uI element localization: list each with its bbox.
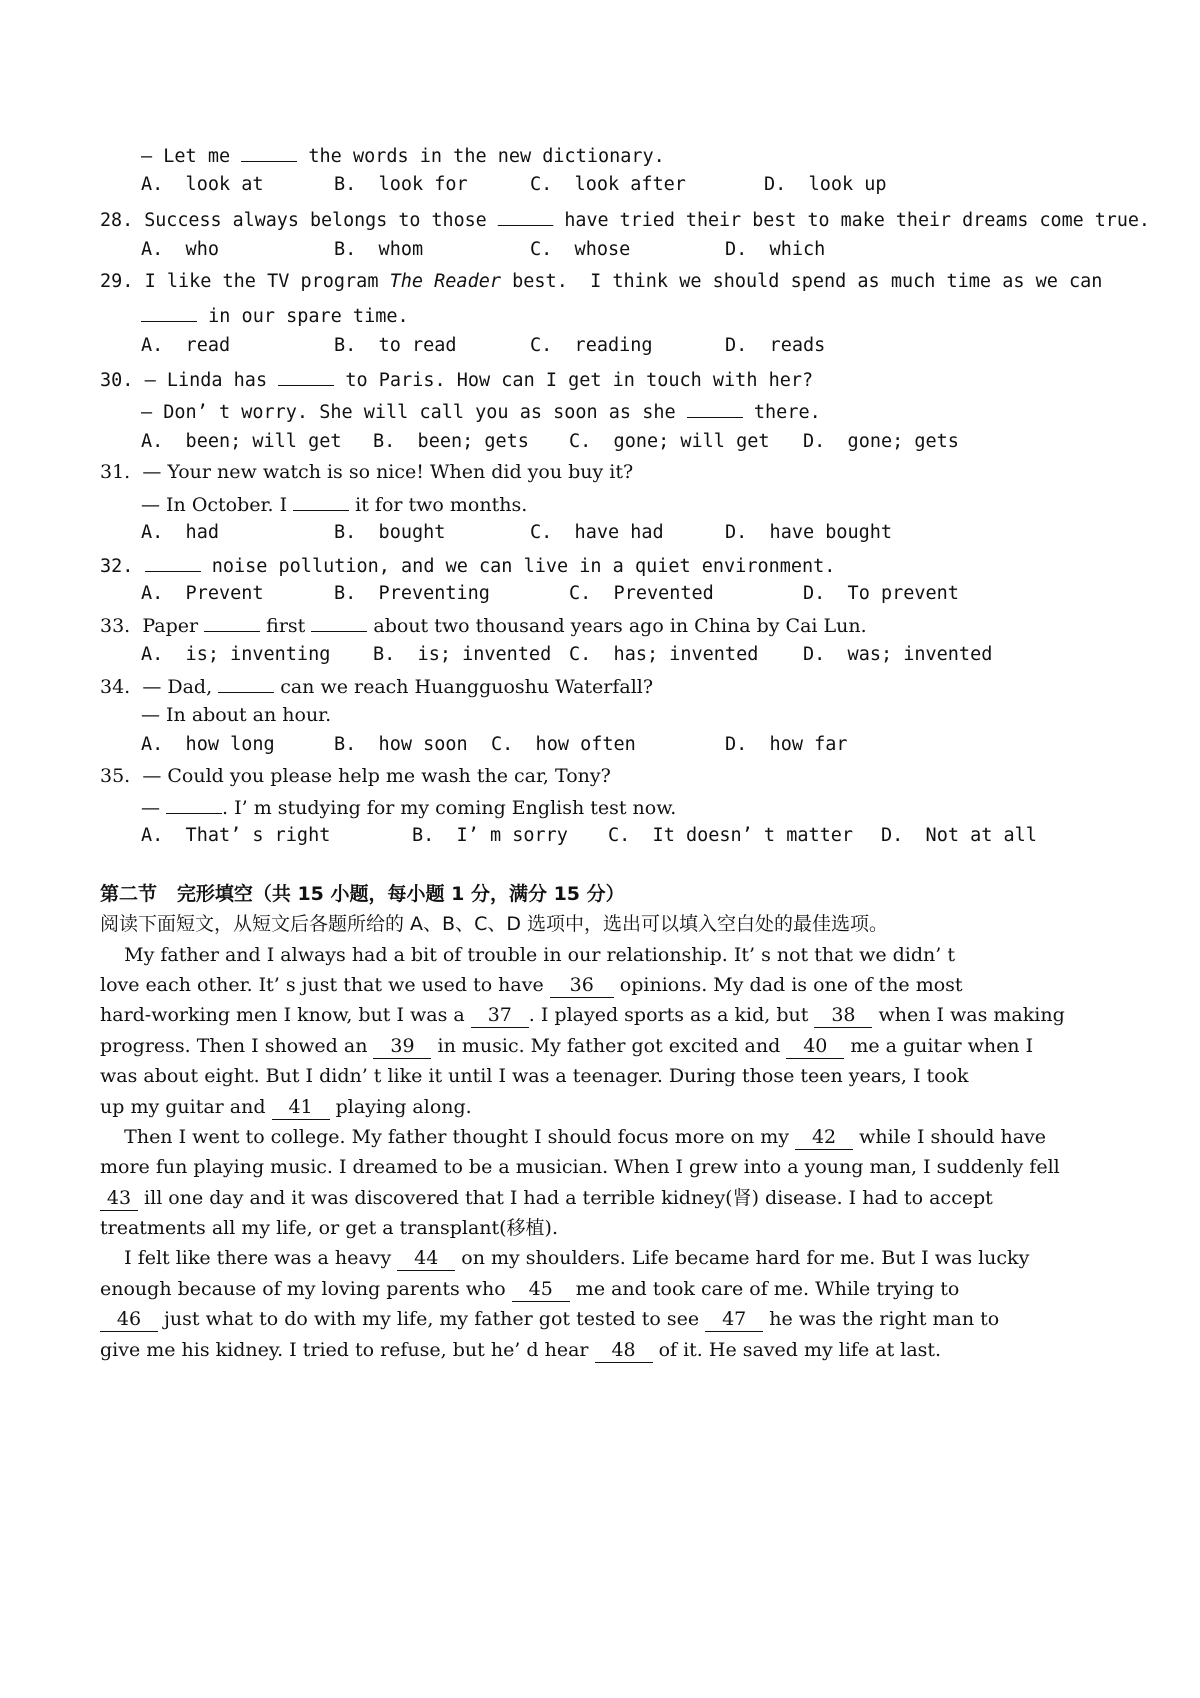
question-35	[100, 763, 611, 789]
option-d: D. which	[725, 239, 826, 260]
question-text: about two thousand years ago in China by Cai Lun.	[367, 615, 867, 637]
question-number: 32.	[100, 556, 134, 577]
option-a: A. been; will get	[141, 431, 342, 452]
question-30-reply	[141, 397, 821, 426]
answer-blank	[204, 611, 260, 632]
question-text: have tried their best to make their dreams come true.	[553, 210, 1150, 231]
option-b: B. been; gets	[373, 431, 529, 452]
answer-blank	[241, 141, 297, 162]
option-b: B. is; invented	[373, 644, 552, 665]
question-31-reply	[141, 490, 527, 518]
question-number: 34.	[100, 676, 131, 698]
question-number: 29.	[100, 271, 134, 292]
passage-text: up my guitar and	[100, 1096, 272, 1118]
dialog-text: — In October. I	[141, 494, 294, 516]
cloze-blank: 48	[595, 1338, 653, 1363]
answer-blank	[687, 397, 743, 418]
passage-line	[100, 1185, 993, 1211]
passage-text: enough because of my loving parents who	[100, 1278, 512, 1300]
passage-line: more fun playing music. I dreamed to be a musician. When I grew into a young man, I suddenly fell	[100, 1156, 1060, 1178]
option-a: A. read	[141, 335, 231, 356]
passage-line: was about eight. But I didn’ t like it until I was a teenager. During those teen years, I took	[100, 1065, 969, 1087]
option-b: B. Preventing	[334, 583, 490, 604]
question-29-cont	[141, 301, 409, 330]
passage-line	[100, 1033, 1033, 1059]
question-text: best. I think we should spend as much time as we can	[501, 271, 1103, 292]
option-c: C. It doesn’ t matter	[608, 825, 854, 846]
cloze-blank: 47	[705, 1307, 763, 1332]
option-a: A. had	[141, 522, 219, 543]
passage-text: playing along.	[329, 1096, 472, 1118]
passage-text: me and took care of me. While trying to	[569, 1278, 960, 1300]
question-text: in our spare time.	[197, 306, 409, 327]
answer-blank	[166, 793, 222, 814]
option-c: C. has; invented	[569, 644, 759, 665]
cloze-blank: 42	[795, 1125, 853, 1150]
question-text: noise pollution, and we can live in a quiet environment.	[200, 556, 836, 577]
passage-text: hard-working men I know, but I was a	[100, 1004, 471, 1026]
option-c: C. gone; will get	[569, 431, 770, 452]
passage-text: . I played sports as a kid, but	[528, 1004, 815, 1026]
question-28	[100, 205, 1150, 234]
option-d: D. look up	[764, 174, 887, 195]
answer-blank	[141, 301, 197, 322]
question-number: 28.	[100, 210, 134, 231]
passage-line	[100, 1124, 1046, 1150]
cloze-blank: 41	[272, 1095, 330, 1120]
option-b: B. look for	[334, 174, 468, 195]
option-c: C. reading	[530, 335, 653, 356]
option-a: A. Prevent	[141, 583, 264, 604]
passage-text: me a guitar when I	[844, 1035, 1034, 1057]
question-27-dialog	[141, 141, 665, 170]
option-a: A. look at	[141, 174, 264, 195]
answer-blank	[218, 672, 274, 693]
cloze-blank: 44	[397, 1246, 455, 1271]
passage-text: ill one day and it was discovered that I had a terrible kidney(肾) disease. I had to accept	[138, 1187, 993, 1209]
passage-line	[100, 1306, 999, 1332]
option-a: A. That’ s right	[141, 825, 331, 846]
option-c: C. have had	[530, 522, 664, 543]
cloze-blank: 46	[100, 1307, 158, 1332]
program-title: The Reader	[389, 271, 501, 292]
option-c: C. whose	[530, 239, 631, 260]
question-number: 30.	[100, 370, 134, 391]
passage-text: just what to do with my life, my father got tested to see	[158, 1308, 706, 1330]
dialog-text: can we reach Huangguoshu Waterfall?	[274, 676, 654, 698]
cloze-blank: 45	[512, 1277, 570, 1302]
question-34	[100, 672, 653, 700]
passage-text: in music. My father got excited and	[431, 1035, 787, 1057]
answer-blank	[293, 490, 349, 511]
question-34-reply: — In about an hour.	[141, 704, 332, 726]
option-a: A. is; inventing	[141, 644, 331, 665]
question-29	[100, 269, 1102, 295]
option-b: B. I’ m sorry	[412, 825, 568, 846]
passage-text: progress. Then I showed an	[100, 1035, 374, 1057]
option-a: A. who	[141, 239, 219, 260]
section-heading: 第二节 完形填空（共 15 小题，每小题 1 分，满分 15 分）	[100, 883, 625, 905]
option-c: C. how often	[491, 734, 636, 755]
passage-text: when I was making	[872, 1004, 1065, 1026]
option-c: C. look after	[530, 174, 686, 195]
question-33	[100, 611, 867, 639]
passage-line	[100, 1337, 941, 1363]
dialog-text: — Let me	[141, 146, 242, 167]
passage-line	[100, 972, 963, 998]
option-c: C. Prevented	[569, 583, 714, 604]
dialog-text: — Dad,	[142, 676, 219, 698]
passage-text: on my shoulders. Life became hard for me. But I was lucky	[455, 1247, 1030, 1269]
question-text: I like the TV program	[144, 271, 390, 292]
passage-line: treatments all my life, or get a transplant(移植).	[100, 1217, 559, 1239]
option-a: A. how long	[141, 734, 275, 755]
dialog-text: —	[141, 797, 167, 819]
dialog-text: to Paris. How can I get in touch with her?	[334, 370, 814, 391]
option-b: B. bought	[334, 522, 446, 543]
question-31	[100, 459, 633, 485]
question-text: Paper	[142, 615, 205, 637]
passage-text: love each other. It’ s just that we used to have	[100, 974, 550, 996]
dialog-text: the words in the new dictionary.	[297, 146, 665, 167]
passage-line	[100, 1094, 472, 1120]
option-d: D. To prevent	[803, 583, 959, 604]
dialog-text: . I’ m studying for my coming English test now.	[222, 797, 677, 819]
option-b: B. to read	[334, 335, 457, 356]
cloze-blank: 40	[786, 1034, 844, 1059]
option-b: B. how soon	[334, 734, 468, 755]
dialog-text: — Don’ t worry. She will call you as soon as she	[141, 402, 687, 423]
question-30	[100, 365, 813, 394]
question-text: first	[260, 615, 312, 637]
passage-text: he was the right man to	[763, 1308, 1000, 1330]
answer-blank	[278, 365, 334, 386]
question-number: 35.	[100, 765, 131, 787]
cloze-blank: 38	[814, 1003, 872, 1028]
passage-text: of it. He saved my life at last.	[652, 1339, 942, 1361]
option-b: B. whom	[334, 239, 424, 260]
section-instruction: 阅读下面短文，从短文后各题所给的 A、B、C、D 选项中，选出可以填入空白处的最佳选项。	[100, 913, 889, 935]
passage-text: Then I went to college. My father thought I should focus more on my	[100, 1126, 796, 1148]
dialog-text: there.	[742, 402, 821, 423]
passage-line: My father and I always had a bit of trouble in our relationship. It’ s not that we didn’ t	[100, 944, 955, 966]
passage-text: give me his kidney. I tried to refuse, but he’ d hear	[100, 1339, 595, 1361]
cloze-blank: 43	[100, 1186, 138, 1211]
option-d: D. how far	[725, 734, 848, 755]
option-d: D. was; invented	[803, 644, 993, 665]
passage-line	[100, 1245, 1029, 1271]
option-d: D. Not at all	[881, 825, 1037, 846]
cloze-blank: 39	[373, 1034, 431, 1059]
question-number: 31.	[100, 461, 131, 483]
question-text: Success always belongs to those	[144, 210, 498, 231]
passage-text: while I should have	[853, 1126, 1047, 1148]
passage-text: I felt like there was a heavy	[100, 1247, 398, 1269]
dialog-text: — Your new watch is so nice! When did you buy it?	[142, 461, 634, 483]
dialog-text: — Linda has	[144, 370, 279, 391]
passage-text: opinions. My dad is one of the most	[613, 974, 963, 996]
answer-blank	[145, 551, 201, 572]
cloze-blank: 37	[471, 1003, 529, 1028]
cloze-blank: 36	[550, 973, 614, 998]
question-32	[100, 551, 835, 580]
option-d: D. have bought	[725, 522, 893, 543]
passage-line	[100, 1276, 959, 1302]
dialog-text: it for two months.	[349, 494, 528, 516]
option-d: D. gone; gets	[803, 431, 959, 452]
question-35-reply	[141, 793, 676, 821]
answer-blank	[498, 205, 554, 226]
passage-line	[100, 1002, 1065, 1028]
answer-blank	[311, 611, 367, 632]
question-number: 33.	[100, 615, 131, 637]
option-d: D. reads	[725, 335, 826, 356]
dialog-text: — Could you please help me wash the car, Tony?	[142, 765, 611, 787]
